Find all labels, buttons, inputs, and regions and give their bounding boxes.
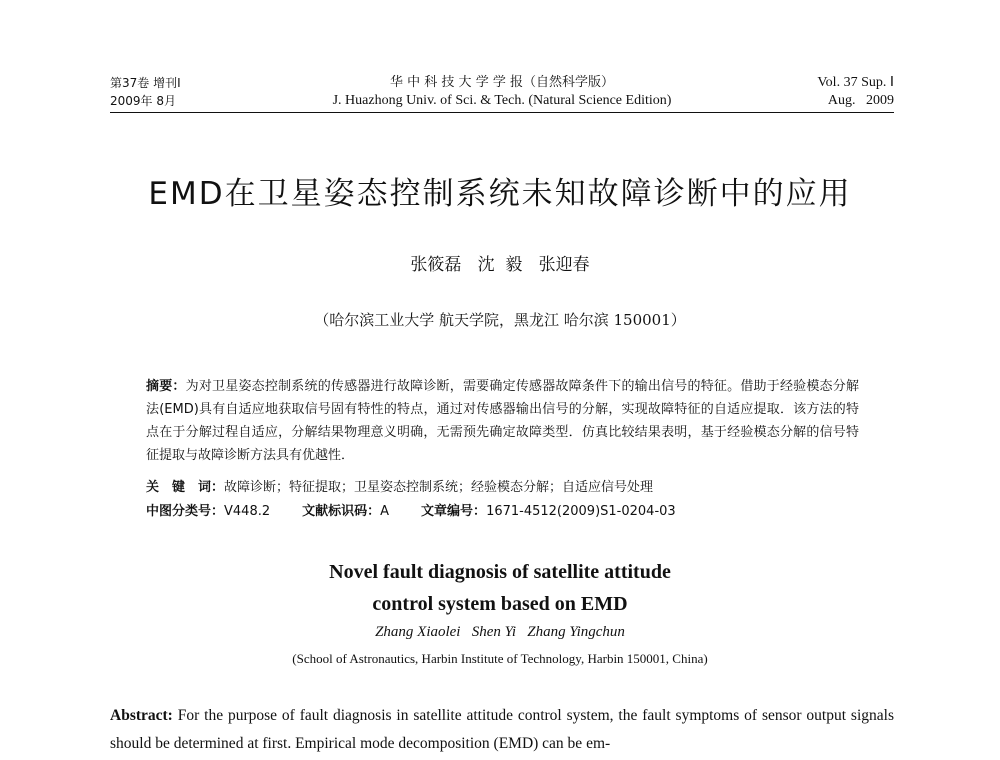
abstract-label-en: Abstract: (110, 707, 173, 724)
volume-issue: 第37卷 增刊Ⅰ (110, 76, 181, 90)
authors-en: Zhang Xiaolei Shen Yi Zhang Yingchun (375, 624, 625, 640)
affiliation-en: (School of Astronautics, Harbin Institute of Technology, Harbin 150001, China) (292, 651, 708, 666)
classification-line (146, 502, 859, 522)
clc-value: V448.2 (224, 504, 271, 519)
abstract-en (110, 702, 894, 758)
clc-label: 中图分类号： (146, 504, 225, 519)
doc-code-value: A (380, 504, 390, 519)
keywords-label-cn: 关 键 词： (146, 480, 225, 495)
article-number-value: 1671-4512(2009)S1-0204-03 (486, 504, 676, 519)
year-month: 2009年 8月 (110, 94, 176, 108)
journal-name-cn: 华 中 科 技 大 学 学 报（自然科学版） (390, 75, 614, 90)
date-en: Aug. 2009 (827, 93, 894, 108)
doc-code-label: 文献标识码： (302, 504, 381, 519)
paper-title-en (0, 556, 1000, 620)
article-number-label: 文章编号： (421, 504, 487, 519)
journal-name (110, 74, 894, 110)
volume-info-en (817, 74, 894, 110)
title-line-2: control system based on EMD (372, 593, 628, 615)
volume-en: Vol. 37 Sup. Ⅰ (817, 75, 894, 90)
keywords-text-cn: 故障诊断；特征提取；卫星姿态控制系统；经验模态分解；自适应信号处理 (224, 480, 654, 495)
header-rule (110, 112, 894, 113)
paper-title-cn: EMD在卫星姿态控制系统未知故障诊断中的应用 (148, 176, 852, 212)
journal-name-en: J. Huazhong Univ. of Sci. & Tech. (Natural Science Edition) (332, 93, 672, 108)
title-line-1: Novel fault diagnosis of satellite attitude (329, 561, 671, 583)
abstract-label-cn: 摘要： (146, 379, 186, 394)
abstract-cn (146, 375, 859, 467)
keywords-cn (146, 478, 859, 498)
affiliation-cn: （哈尔滨工业大学 航天学院，黑龙江 哈尔滨 150001） (314, 311, 686, 329)
abstract-text-cn: 为对卫星姿态控制系统的传感器进行故障诊断，需要确定传感器故障条件下的输出信号的特征。借助于经验模态分解法(EMD)具有自适应地获取信号固有特性的特点，通过对传感器输出信号的分解，实现故障特征的自适应提取．该方法的特点在于分解过程自适应，分解结果物理意义明确，无需预先确定故障类型．仿真比较结果表明，基于经验模态分解的信号特征提取与故障诊断方法具有优越性． (146, 379, 859, 463)
abstract-text-en: For the purpose of fault diagnosis in satellite attitude control system, the fault symptoms of sensor output signals should be determined at first. Empirical mode decomposition (EMD) can be em- (110, 707, 894, 752)
authors-cn: 张筱磊 沈 毅 张迎春 (410, 255, 590, 275)
